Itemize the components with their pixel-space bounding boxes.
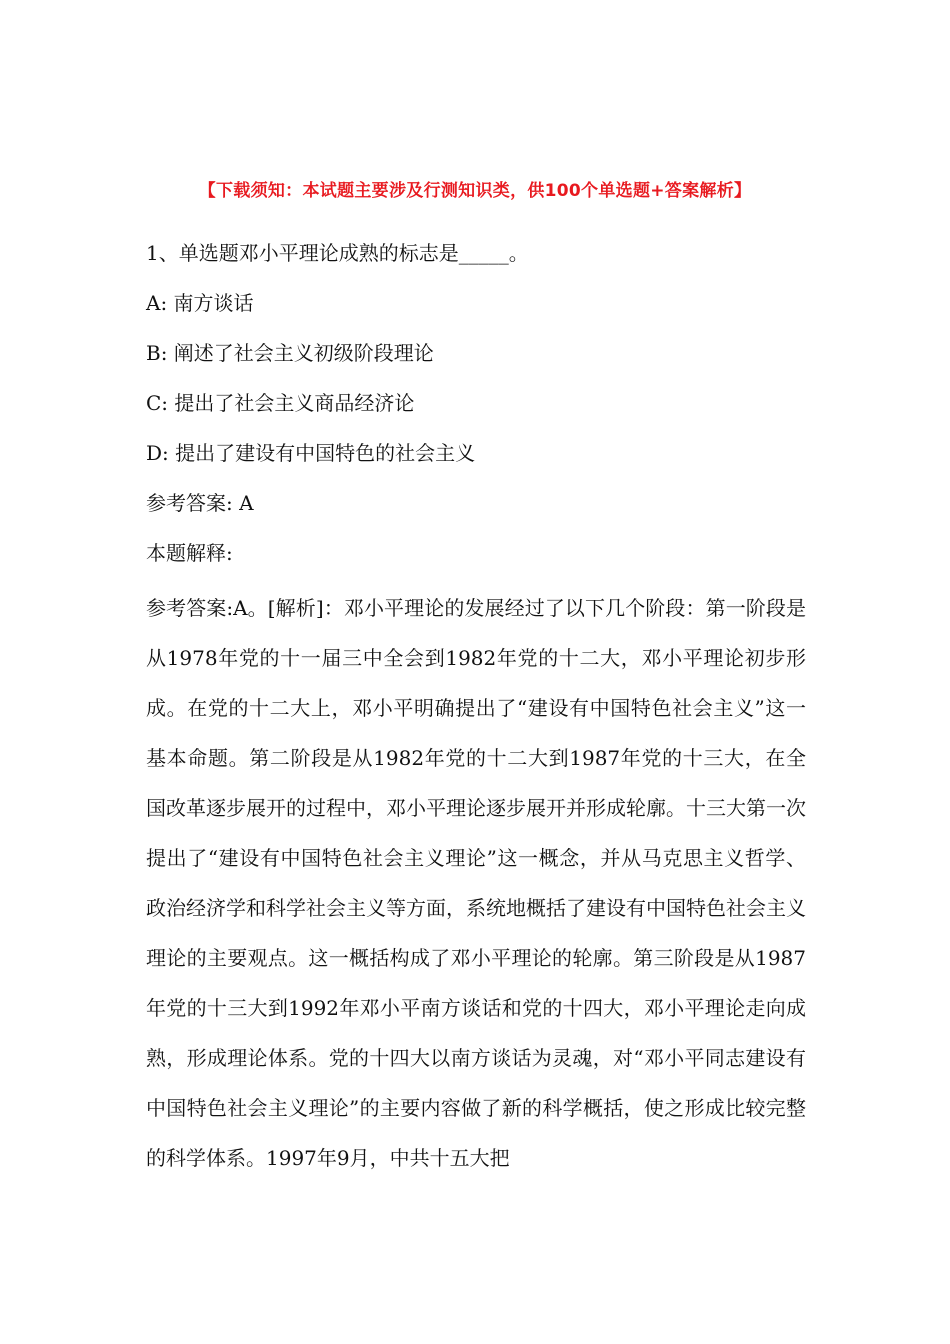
explanation-label: 本题解释: — [146, 541, 233, 565]
question-block — [146, 233, 806, 1183]
option-b: B: 阐述了社会主义初级阶段理论 — [146, 341, 434, 365]
option-a: A: 南方谈话 — [146, 291, 254, 315]
explanation-text: 参考答案:A。[解析]：邓小平理论的发展经过了以下几个阶段：第一阶段是从1978年党的十一届三中全会到1982年党的十二大，邓小平理论初步形成。在党的十二大上，邓小平明确提出了“建设有中国特色社会主义”这一基本命题。第二阶段是从1982年党的十二大到1987年党的十三大，在全国改革逐步展开的过程中，邓小平理论逐步展开并形成轮廓。十三大第一次提出了“建设有中国特色社会主义理论”这一概念，并从马克思主义哲学、政治经济学和科学社会主义等方面，系统地概括了建设有中国特色社会主义理论的主要观点。这一概括构成了邓小平理论的轮廓。第三阶段是从1987年党的十三大到1992年邓小平南方谈话和党的十四大，邓小平理论走向成熟，形成理论体系。党的十四大以南方谈话为灵魂，对“邓小平同志建设有中国特色社会主义理论”的主要内容做了新的科学概括，使之形成比较完整的科学体系。1997年9月，中共十五大把 — [146, 596, 806, 1170]
reference-answer: 参考答案: A — [146, 491, 254, 515]
question-stem: 1、单选题邓小平理论成熟的标志是_____。 — [146, 241, 529, 265]
download-notice: 【下载须知：本试题主要涉及行测知识类，供100个单选题+答案解析】 — [198, 181, 752, 201]
option-c: C: 提出了社会主义商品经济论 — [146, 391, 415, 415]
option-d: D: 提出了建设有中国特色的社会主义 — [146, 441, 476, 465]
